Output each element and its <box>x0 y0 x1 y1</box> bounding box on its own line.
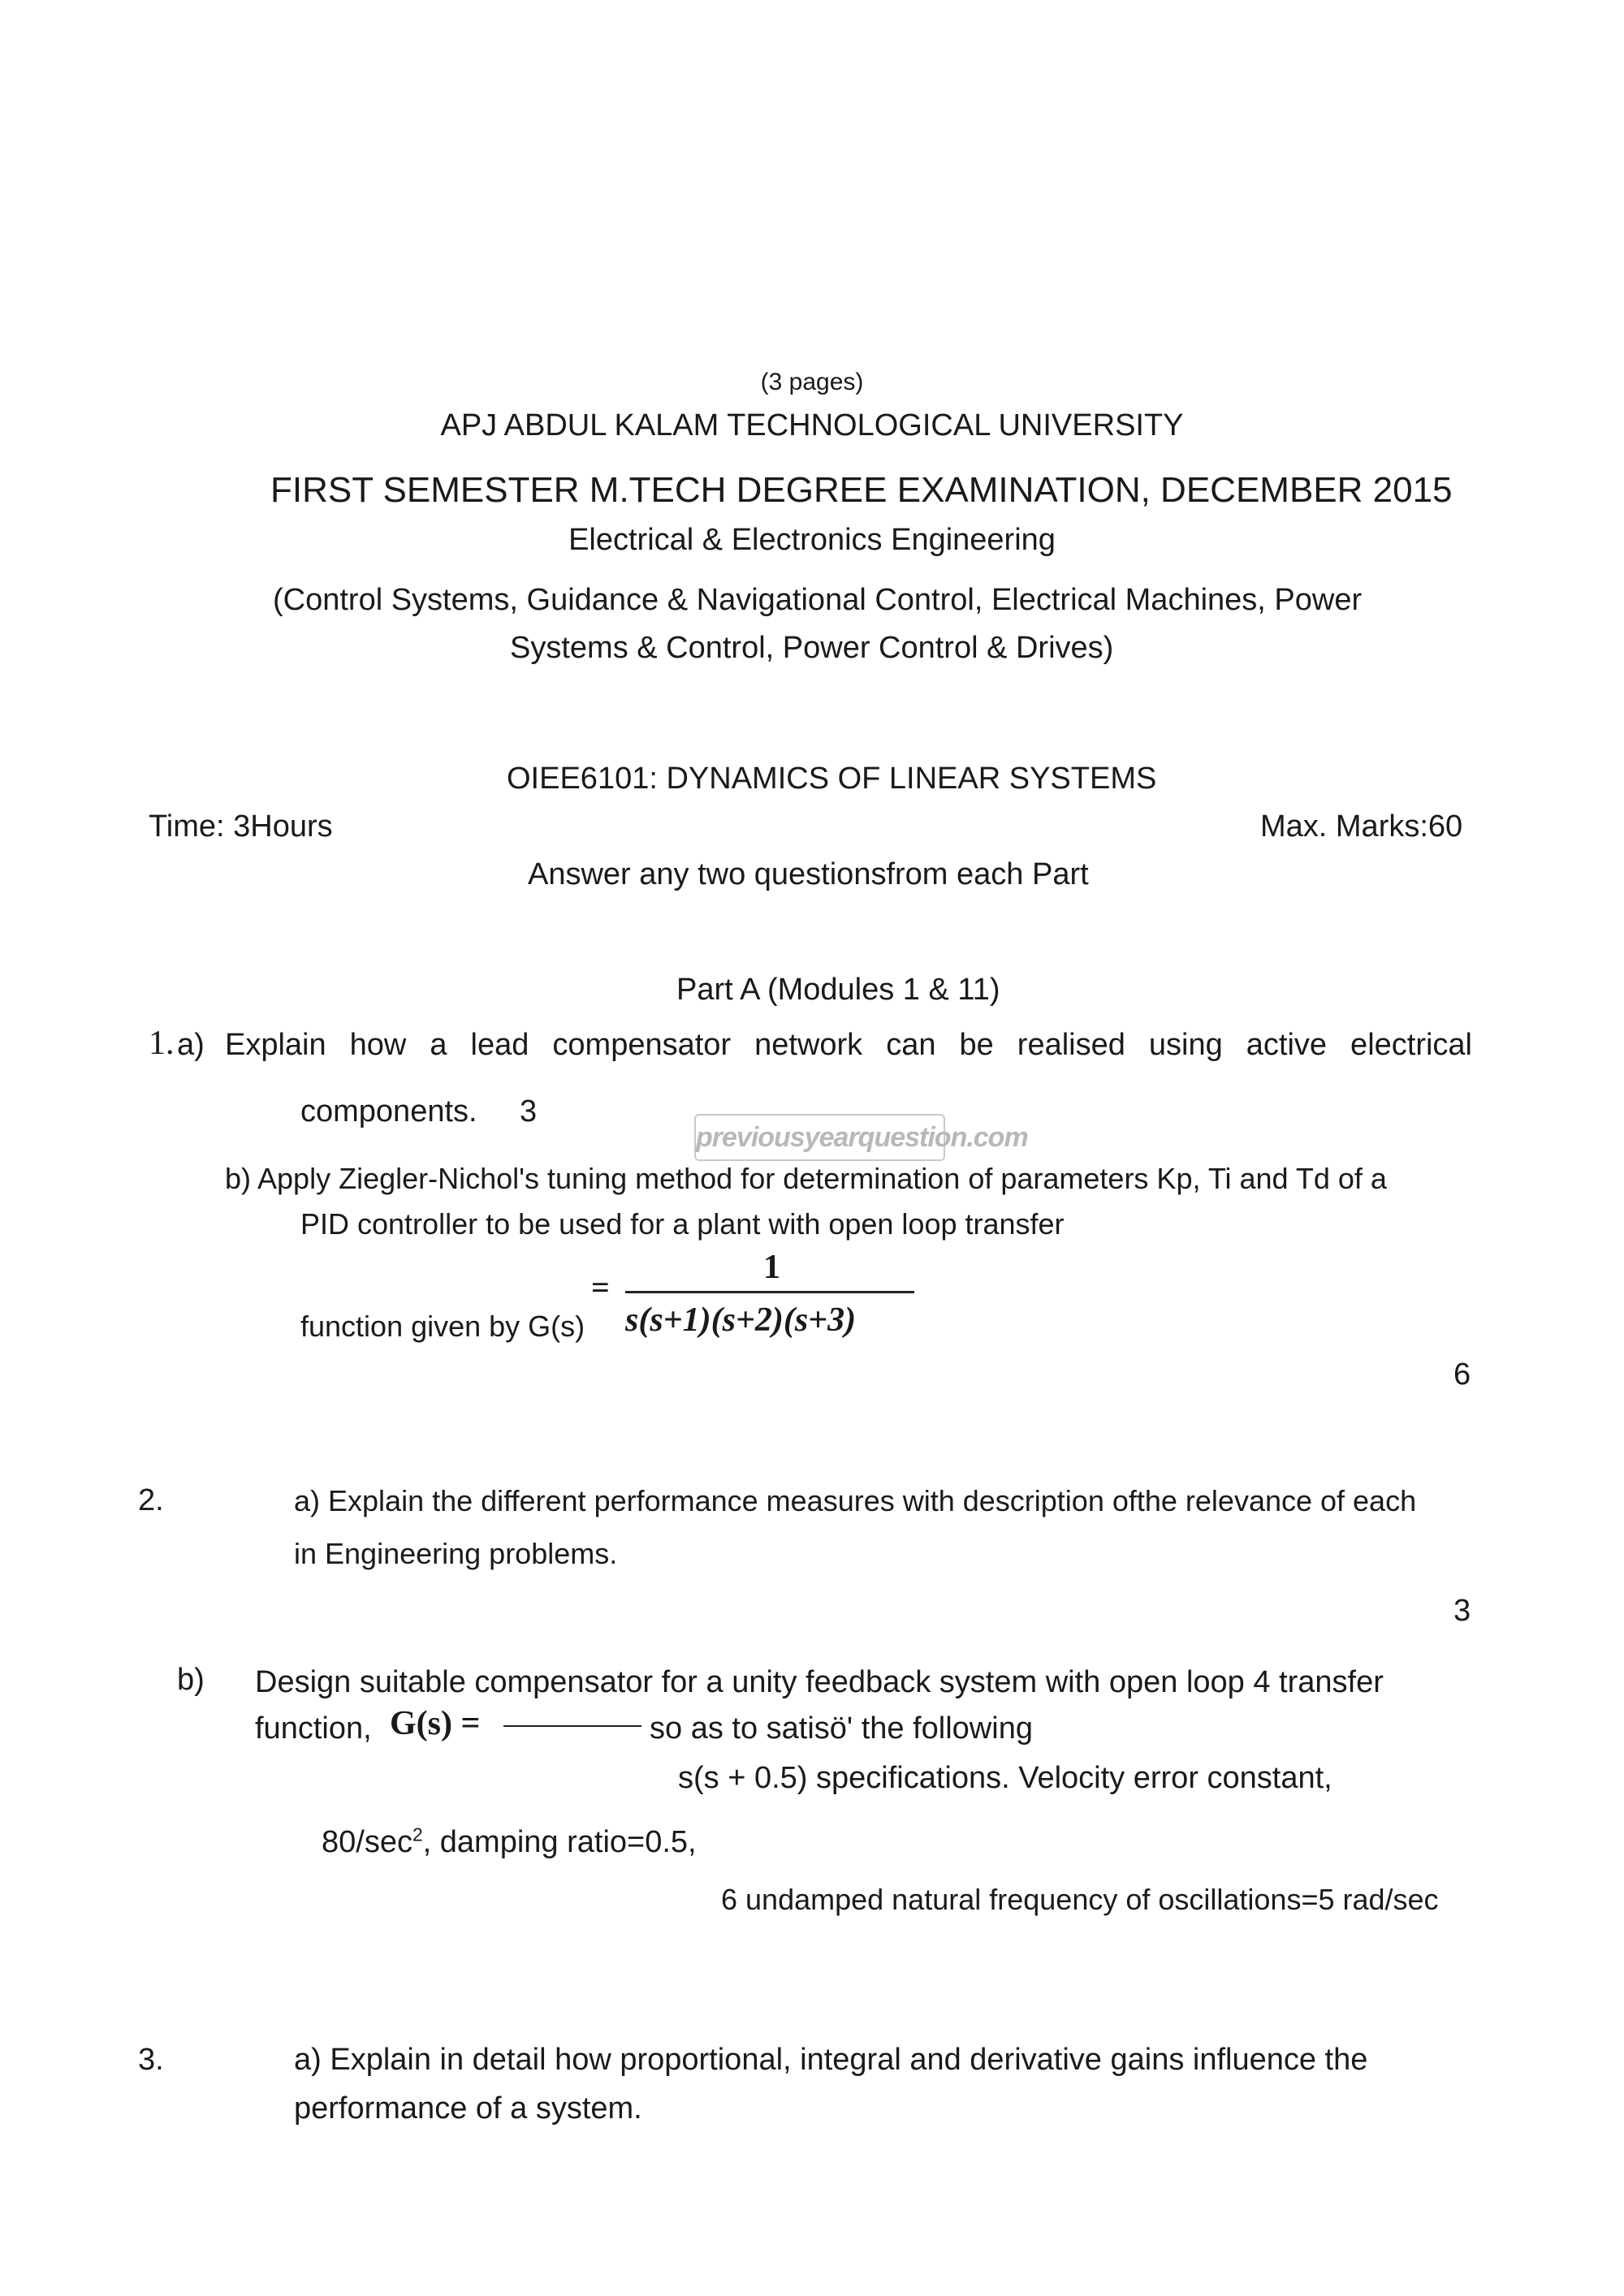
transfer-function-numerator: 1 <box>763 1249 780 1286</box>
question-2b-line-1: Design suitable compensator for a unity feedback system with open loop 4 transfer <box>255 1665 1384 1699</box>
question-1b-line-2: PID controller to be used for a plant with open loop transfer <box>300 1207 1065 1241</box>
question-2b-line-2-prefix: function, <box>255 1711 372 1746</box>
question-1a-text-line-2: components. <box>300 1094 477 1129</box>
question-1-number: 1. <box>149 1025 175 1062</box>
watermark-stamp: previousyearquestion.com <box>694 1114 945 1161</box>
part-a-title: Part A (Modules 1 & 11) <box>676 973 1000 1007</box>
question-1b-marks: 6 <box>1453 1357 1471 1392</box>
page-count: (3 pages) <box>760 369 864 395</box>
question-2b-line-3: s(s + 0.5) specifications. Velocity error constant, <box>678 1761 1332 1795</box>
question-1b-line-3: function given by G(s) <box>300 1310 585 1343</box>
superscript-2: 2 <box>412 1823 423 1845</box>
question-1a-marks: 3 <box>520 1094 538 1129</box>
question-1a-text-line-1: Explain how a lead compensator network can be realised using active electrical <box>225 1028 1472 1062</box>
question-2b-line-5: 6 undamped natural frequency of oscillations=5 rad/sec <box>721 1883 1439 1916</box>
question-3a-line-1: a) Explain in detail how proportional, integral and derivative gains influence the <box>294 2043 1368 2077</box>
branch-name: Electrical & Electronics Engineering <box>568 523 1056 557</box>
streams-line-1: (Control Systems, Guidance & Navigational Control, Electrical Machines, Power <box>273 583 1363 617</box>
question-1a-label: a) <box>177 1028 205 1062</box>
question-1b-line-1: b) Apply Ziegler-Nichol's tuning method for determination of parameters Kp, Ti and Td of a <box>225 1162 1387 1195</box>
transfer-function-denominator: s(s+1)(s+2)(s+3) <box>625 1301 857 1339</box>
course-title: OIEE6101: DYNAMICS OF LINEAR SYSTEMS <box>507 762 1157 796</box>
question-2-number: 2. <box>138 1483 164 1517</box>
question-2a-line-1: a) Explain the different performance measures with description ofthe relevance of each <box>294 1484 1417 1517</box>
max-marks: Max. Marks:60 <box>1260 809 1463 844</box>
question-2a-line-2: in Engineering problems. <box>294 1537 618 1570</box>
question-3a-line-2: performance of a system. <box>294 2091 642 2126</box>
transfer-function-equals: = <box>591 1269 610 1306</box>
instruction: Answer any two questionsfrom each Part <box>528 857 1089 891</box>
gs-expression: G(s) = <box>390 1705 481 1742</box>
damping-ratio-text: , damping ratio=0.5, <box>422 1825 697 1859</box>
question-2b-label: b) <box>177 1663 205 1697</box>
velocity-constant-value: 80/sec <box>322 1825 412 1859</box>
question-2a-marks: 3 <box>1453 1594 1471 1628</box>
question-2b-line-2-suffix: so as to satisö' the following <box>650 1711 1033 1746</box>
streams-line-2: Systems & Control, Power Control & Drives) <box>510 631 1114 665</box>
question-3-number: 3. <box>138 2043 164 2077</box>
university-name: APJ ABDUL KALAM TECHNOLOGICAL UNIVERSITY <box>440 408 1184 442</box>
fraction-bar-2 <box>503 1725 641 1727</box>
fraction-bar <box>625 1291 914 1293</box>
exam-time: Time: 3Hours <box>149 809 333 844</box>
question-2b-line-4 <box>322 1823 697 1859</box>
exam-title: FIRST SEMESTER M.TECH DEGREE EXAMINATION, DECEMBER 2015 <box>270 470 1453 510</box>
